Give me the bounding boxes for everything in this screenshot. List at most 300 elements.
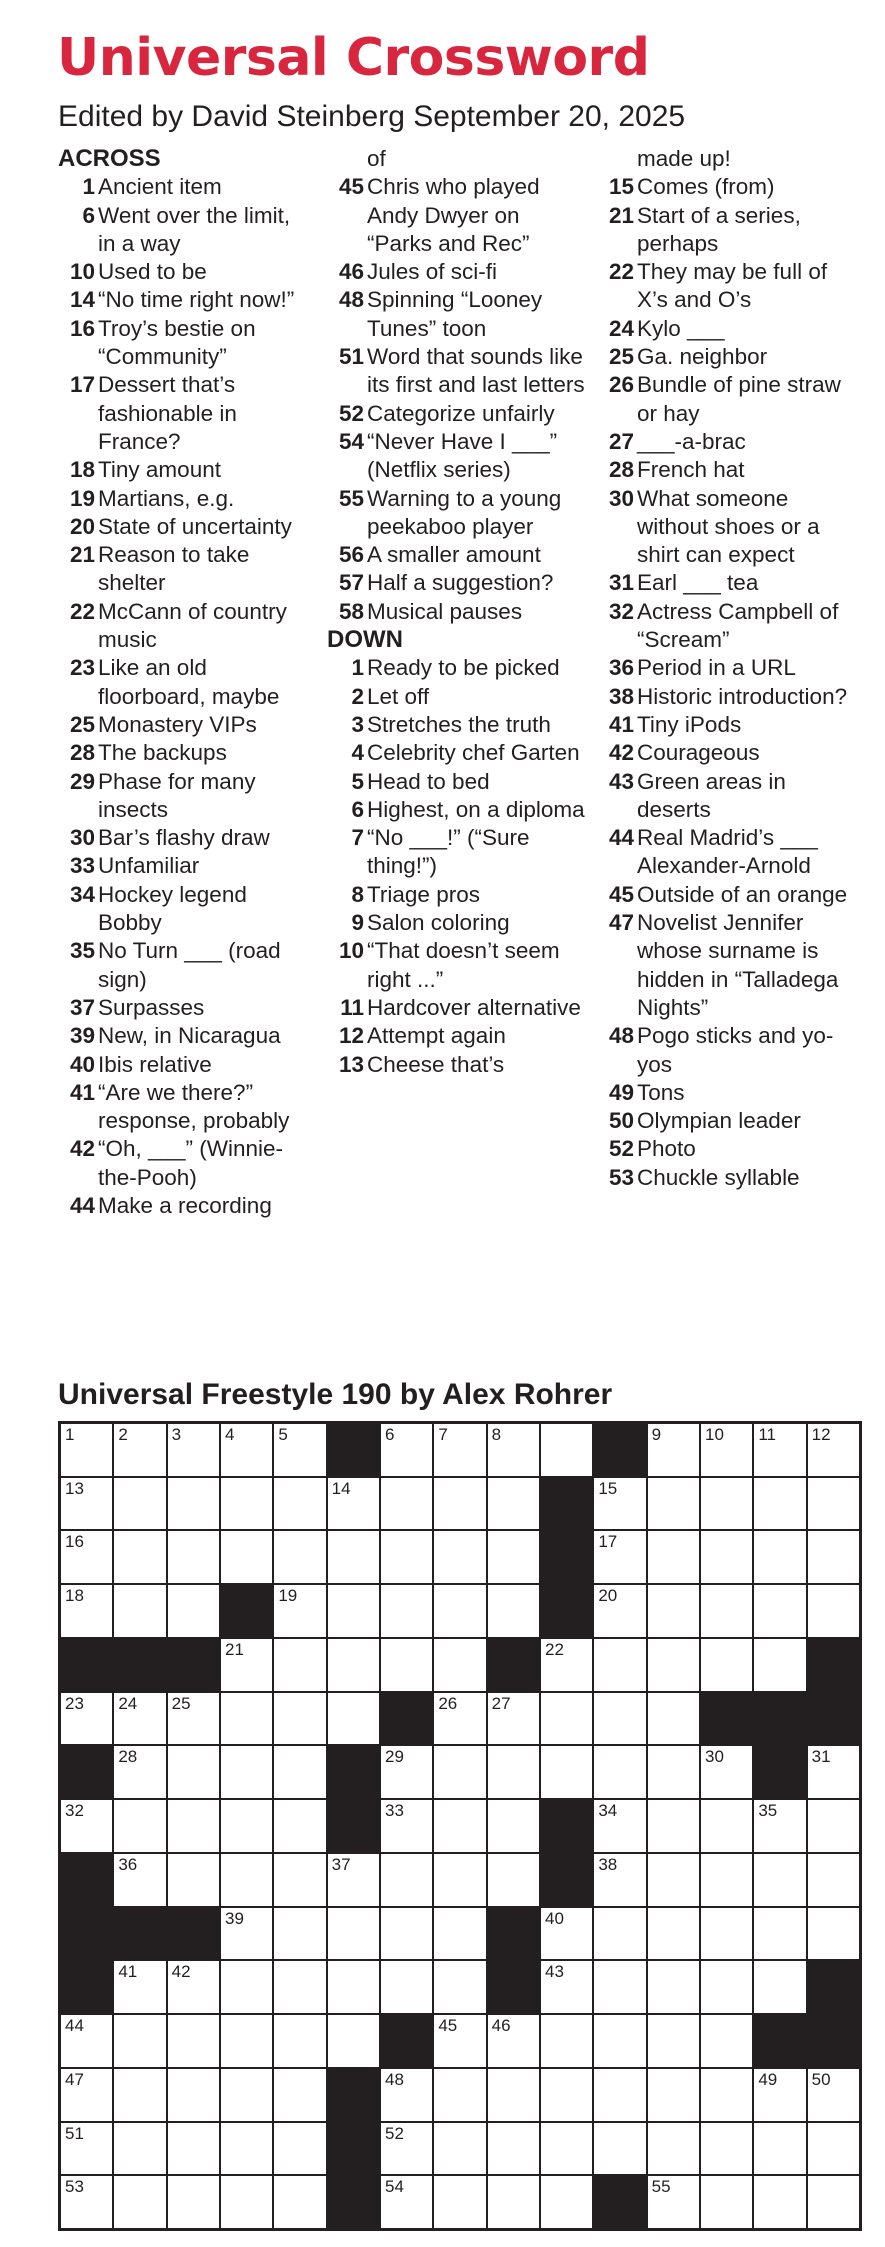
grid-cell[interactable] (701, 1854, 752, 1906)
clue-text: A smaller amount (367, 542, 541, 568)
grid-cell[interactable] (221, 1639, 272, 1691)
clue-number: 28 (69, 740, 95, 766)
clue-text: Tiny amount (98, 457, 221, 483)
grid-number: 21 (224, 1639, 244, 1659)
grid-block (328, 1746, 379, 1798)
grid-cell[interactable] (114, 2176, 165, 2228)
clue-item (597, 683, 859, 711)
grid-cell[interactable] (168, 1478, 219, 1530)
grid-cell[interactable] (328, 1693, 379, 1745)
grid-cell[interactable] (114, 1746, 165, 1798)
grid-cell[interactable] (434, 1961, 485, 2013)
grid-cell[interactable] (594, 2069, 645, 2121)
grid-cell[interactable] (808, 1585, 859, 1637)
clue-number: 10 (69, 259, 95, 285)
grid-cell[interactable] (541, 1908, 592, 1960)
grid-cell[interactable] (701, 1478, 752, 1530)
clue-item (597, 711, 859, 739)
grid-cell[interactable] (488, 1531, 539, 1583)
grid-cell[interactable] (808, 1908, 859, 1960)
grid-cell[interactable] (488, 2015, 539, 2067)
clue-text: ___-a-brac (637, 428, 746, 454)
grid-number: 19 (278, 1586, 298, 1606)
grid-cell[interactable] (594, 1854, 645, 1906)
grid-cell[interactable] (168, 2015, 219, 2067)
clue-text: Olympian leader (637, 1108, 801, 1134)
clue-text: Bar’s flashy draw (98, 825, 270, 851)
clue-item (58, 286, 313, 314)
grid-cell[interactable] (221, 1854, 272, 1906)
grid-cell[interactable] (648, 1800, 699, 1852)
grid-cell[interactable] (808, 2176, 859, 2228)
clue-number: 46 (338, 259, 364, 285)
clue-number: 40 (69, 1051, 95, 1077)
grid-cell[interactable] (701, 1908, 752, 1960)
clue-item (327, 683, 589, 711)
grid-cell[interactable] (541, 2015, 592, 2067)
grid-number: 17 (598, 1532, 618, 1552)
grid-cell[interactable] (701, 2015, 752, 2067)
clue-number: 42 (69, 1136, 95, 1162)
grid-cell[interactable] (114, 2123, 165, 2175)
clue-item (327, 937, 589, 994)
grid-cell[interactable] (221, 1424, 272, 1476)
grid-cell[interactable] (114, 1478, 165, 1530)
clue-text: Triage pros (367, 881, 480, 907)
grid-cell[interactable] (274, 2015, 325, 2067)
grid-cell[interactable] (648, 1585, 699, 1637)
grid-cell[interactable] (381, 1585, 432, 1637)
grid-cell[interactable] (488, 2069, 539, 2121)
grid-cell[interactable] (808, 2069, 859, 2121)
grid-cell[interactable] (701, 1639, 752, 1691)
clue-continuation: of (367, 146, 386, 171)
grid-cell[interactable] (541, 1693, 592, 1745)
grid-number: 40 (544, 1908, 564, 1928)
grid-cell[interactable] (808, 1800, 859, 1852)
clue-item (58, 852, 313, 880)
clue-column-2 (327, 145, 589, 1079)
clue-number: 54 (338, 428, 364, 454)
clue-text: Hardcover alternative (367, 994, 581, 1020)
grid-cell[interactable] (114, 1693, 165, 1745)
grid-cell[interactable] (381, 1961, 432, 2013)
grid-cell[interactable] (808, 1854, 859, 1906)
grid-cell[interactable] (808, 1746, 859, 1798)
grid-cell[interactable] (594, 1908, 645, 1960)
grid-cell[interactable] (221, 2015, 272, 2067)
clue-number: 7 (351, 825, 364, 851)
clue-item (327, 654, 589, 682)
grid-cell[interactable] (754, 1424, 805, 1476)
grid-cell[interactable] (754, 1478, 805, 1530)
clue-number: 22 (69, 598, 95, 624)
clue-item (58, 173, 313, 201)
grid-cell[interactable] (808, 2123, 859, 2175)
clue-text: McCann of country music (98, 598, 287, 653)
grid-cell[interactable] (701, 1531, 752, 1583)
clue-item (58, 1079, 313, 1136)
clue-text: Highest, on a diploma (367, 796, 585, 822)
grid-cell[interactable] (168, 1961, 219, 2013)
grid-block (541, 1531, 592, 1583)
grid-cell[interactable] (594, 2015, 645, 2067)
grid-cell[interactable] (541, 1639, 592, 1691)
grid-cell[interactable] (594, 1800, 645, 1852)
clue-item (327, 881, 589, 909)
grid-cell[interactable] (488, 1424, 539, 1476)
grid-cell[interactable] (754, 1585, 805, 1637)
grid-block (61, 1746, 112, 1798)
clue-number: 33 (69, 853, 95, 879)
grid-cell[interactable] (541, 1961, 592, 2013)
grid-cell[interactable] (381, 1800, 432, 1852)
clue-text: Period in a URL (637, 655, 796, 681)
clue-item (327, 1051, 589, 1079)
clue-text: Stretches the truth (367, 711, 551, 737)
clue-number: 56 (338, 542, 364, 568)
grid-cell[interactable] (328, 1639, 379, 1691)
grid-cell[interactable] (114, 1585, 165, 1637)
clue-number: 21 (69, 542, 95, 568)
grid-number: 35 (758, 1801, 778, 1821)
grid-cell[interactable] (594, 2123, 645, 2175)
clue-number: 22 (608, 259, 634, 285)
grid-cell[interactable] (754, 1800, 805, 1852)
grid-cell[interactable] (274, 1908, 325, 1960)
grid-cell[interactable] (754, 2176, 805, 2228)
grid-cell[interactable] (701, 2069, 752, 2121)
grid-cell[interactable] (648, 2176, 699, 2228)
clue-number: 10 (338, 938, 364, 964)
grid-cell[interactable] (648, 1961, 699, 2013)
grid-cell[interactable] (434, 1854, 485, 1906)
grid-cell[interactable] (168, 1585, 219, 1637)
clue-item (327, 768, 589, 796)
grid-number: 4 (224, 1425, 235, 1444)
grid-cell[interactable] (488, 1854, 539, 1906)
grid-cell[interactable] (434, 1800, 485, 1852)
grid-cell[interactable] (328, 1854, 379, 1906)
grid-cell[interactable] (274, 1478, 325, 1530)
grid-cell[interactable] (221, 1531, 272, 1583)
grid-cell[interactable] (114, 1800, 165, 1852)
clue-item (597, 485, 859, 570)
grid-cell[interactable] (434, 1531, 485, 1583)
grid-cell[interactable] (274, 1585, 325, 1637)
grid-cell[interactable] (221, 2069, 272, 2121)
grid-cell[interactable] (274, 2123, 325, 2175)
grid-cell[interactable] (168, 2123, 219, 2175)
clue-number: 49 (608, 1079, 634, 1105)
grid-cell[interactable] (168, 2069, 219, 2121)
grid-cell[interactable] (328, 2015, 379, 2067)
grid-cell[interactable] (61, 1478, 112, 1530)
grid-cell[interactable] (488, 2176, 539, 2228)
grid-cell[interactable] (754, 1854, 805, 1906)
down-heading: DOWN (327, 626, 403, 654)
grid-cell[interactable] (648, 2015, 699, 2067)
grid-cell[interactable] (114, 1961, 165, 2013)
grid-cell[interactable] (754, 2123, 805, 2175)
grid-cell[interactable] (274, 1531, 325, 1583)
grid-cell[interactable] (594, 1585, 645, 1637)
clue-item (327, 173, 589, 258)
grid-cell[interactable] (434, 1639, 485, 1691)
clue-text: Musical pauses (367, 598, 523, 624)
clue-item (597, 1135, 859, 1163)
grid-number: 27 (491, 1693, 511, 1713)
clue-number: 32 (608, 598, 634, 624)
grid-cell[interactable] (594, 1746, 645, 1798)
grid-cell[interactable] (381, 1746, 432, 1798)
grid-cell[interactable] (61, 2123, 112, 2175)
grid-cell[interactable] (808, 1531, 859, 1583)
grid-block (754, 2015, 805, 2067)
grid-cell[interactable] (541, 1746, 592, 1798)
grid-number: 15 (598, 1478, 618, 1498)
grid-cell[interactable] (328, 1478, 379, 1530)
grid-cell[interactable] (168, 1424, 219, 1476)
clue-item (58, 456, 313, 484)
grid-number: 43 (544, 1962, 564, 1982)
grid-cell[interactable] (114, 1531, 165, 1583)
grid-cell[interactable] (701, 1800, 752, 1852)
grid-cell[interactable] (488, 1478, 539, 1530)
clue-item (58, 1192, 313, 1220)
clue-item (597, 371, 859, 428)
grid-block (808, 1693, 859, 1745)
grid-cell[interactable] (648, 1693, 699, 1745)
grid-cell[interactable] (221, 2176, 272, 2228)
grid-number: 24 (118, 1693, 138, 1713)
clue-item (597, 258, 859, 315)
grid-block (541, 1800, 592, 1852)
grid-number: 51 (65, 2123, 84, 2143)
grid-cell[interactable] (274, 1800, 325, 1852)
clue-number: 26 (608, 372, 634, 398)
grid-cell[interactable] (274, 1639, 325, 1691)
clue-number: 34 (69, 881, 95, 907)
grid-number: 44 (65, 2016, 84, 2036)
grid-cell[interactable] (114, 1854, 165, 1906)
grid-cell[interactable] (754, 2069, 805, 2121)
grid-cell[interactable] (541, 2123, 592, 2175)
grid-cell[interactable] (434, 1478, 485, 1530)
grid-cell[interactable] (701, 2123, 752, 2175)
grid-cell[interactable] (381, 1854, 432, 1906)
crossword-grid (58, 1421, 862, 2231)
grid-cell[interactable] (168, 2176, 219, 2228)
clue-item (597, 315, 859, 343)
clue-number: 6 (351, 796, 364, 822)
grid-cell[interactable] (594, 1531, 645, 1583)
clue-item (58, 513, 313, 541)
grid-cell[interactable] (274, 1693, 325, 1745)
grid-cell[interactable] (701, 2176, 752, 2228)
clue-item (58, 1135, 313, 1192)
grid-cell[interactable] (541, 2176, 592, 2228)
grid-cell[interactable] (381, 1639, 432, 1691)
grid-number: 7 (438, 1425, 448, 1444)
grid-cell[interactable] (381, 1908, 432, 1960)
grid-cell[interactable] (541, 1424, 592, 1476)
clue-item (327, 1022, 589, 1050)
grid-number: 9 (651, 1425, 662, 1444)
grid-cell[interactable] (434, 2123, 485, 2175)
grid-cell[interactable] (61, 1424, 112, 1476)
grid-number: 26 (438, 1693, 458, 1713)
grid-cell[interactable] (61, 2176, 112, 2228)
grid-cell[interactable] (61, 2015, 112, 2067)
grid-cell[interactable] (274, 1961, 325, 2013)
grid-cell[interactable] (168, 1746, 219, 1798)
clue-item (327, 739, 589, 767)
grid-cell[interactable] (594, 1639, 645, 1691)
grid-number: 54 (384, 2177, 404, 2197)
grid-cell[interactable] (221, 2123, 272, 2175)
grid-block (541, 1585, 592, 1637)
grid-cell[interactable] (61, 1585, 112, 1637)
grid-cell[interactable] (754, 1639, 805, 1691)
clue-item (327, 569, 589, 597)
clue-number: 24 (608, 315, 634, 341)
grid-cell[interactable] (648, 1639, 699, 1691)
grid-cell[interactable] (648, 1854, 699, 1906)
clue-number: 50 (608, 1108, 634, 1134)
grid-block (61, 1908, 112, 1960)
grid-number: 50 (811, 2069, 831, 2089)
grid-cell[interactable] (274, 1854, 325, 1906)
grid-cell[interactable] (701, 1424, 752, 1476)
grid-number: 12 (811, 1425, 831, 1444)
grid-cell[interactable] (648, 1746, 699, 1798)
clue-number: 30 (69, 825, 95, 851)
grid-cell[interactable] (701, 1746, 752, 1798)
grid-cell[interactable] (701, 1585, 752, 1637)
clue-number: 55 (338, 485, 364, 511)
clue-item (58, 824, 313, 852)
grid-cell[interactable] (328, 1585, 379, 1637)
clue-number: 29 (69, 768, 95, 794)
clue-text: Let off (367, 683, 430, 709)
grid-cell[interactable] (594, 1478, 645, 1530)
clue-number: 39 (69, 1023, 95, 1049)
grid-cell[interactable] (648, 1908, 699, 1960)
grid-cell[interactable] (328, 1908, 379, 1960)
grid-cell[interactable] (488, 1746, 539, 1798)
grid-cell[interactable] (381, 2123, 432, 2175)
grid-cell[interactable] (221, 1908, 272, 1960)
grid-cell[interactable] (648, 1478, 699, 1530)
grid-cell[interactable] (168, 1800, 219, 1852)
grid-cell[interactable] (114, 1424, 165, 1476)
clue-number: 44 (608, 825, 634, 851)
grid-cell[interactable] (434, 1746, 485, 1798)
grid-cell[interactable] (648, 2123, 699, 2175)
grid-cell[interactable] (754, 1908, 805, 1960)
grid-number: 8 (491, 1425, 502, 1444)
grid-cell[interactable] (221, 1693, 272, 1745)
grid-cell[interactable] (754, 1531, 805, 1583)
grid-block (328, 2123, 379, 2175)
grid-cell[interactable] (701, 1961, 752, 2013)
grid-cell[interactable] (434, 1424, 485, 1476)
grid-cell[interactable] (648, 1531, 699, 1583)
clue-number: 16 (69, 315, 95, 341)
grid-number: 53 (65, 2177, 84, 2197)
grid-cell[interactable] (61, 1531, 112, 1583)
grid-cell[interactable] (221, 1800, 272, 1852)
grid-cell[interactable] (381, 1424, 432, 1476)
grid-cell[interactable] (434, 1693, 485, 1745)
grid-cell[interactable] (221, 1478, 272, 1530)
grid-cell[interactable] (594, 1961, 645, 2013)
clue-number: 14 (69, 287, 95, 313)
grid-cell[interactable] (488, 1693, 539, 1745)
clue-text: Make a recording (98, 1192, 272, 1218)
grid-cell[interactable] (114, 2015, 165, 2067)
grid-cell[interactable] (594, 1693, 645, 1745)
grid-cell[interactable] (221, 1746, 272, 1798)
clue-item (58, 711, 313, 739)
grid-cell[interactable] (381, 2069, 432, 2121)
grid-cell[interactable] (168, 1693, 219, 1745)
grid-cell[interactable] (648, 1424, 699, 1476)
grid-cell[interactable] (381, 2176, 432, 2228)
grid-block (594, 2176, 645, 2228)
grid-cell[interactable] (434, 2176, 485, 2228)
grid-cell[interactable] (434, 2069, 485, 2121)
grid-cell[interactable] (274, 1424, 325, 1476)
grid-cell[interactable] (648, 2069, 699, 2121)
grid-cell[interactable] (488, 2123, 539, 2175)
clue-text: Phase for many insects (98, 768, 256, 822)
grid-cell[interactable] (381, 1478, 432, 1530)
grid-block (541, 1478, 592, 1530)
grid-cell[interactable] (434, 1585, 485, 1637)
grid-cell[interactable] (808, 1424, 859, 1476)
grid-cell[interactable] (221, 1961, 272, 2013)
grid-cell[interactable] (168, 1531, 219, 1583)
clue-text: Used to be (98, 259, 207, 285)
grid-cell[interactable] (274, 2176, 325, 2228)
grid-cell[interactable] (168, 1854, 219, 1906)
grid-cell[interactable] (328, 1531, 379, 1583)
grid-cell[interactable] (61, 2069, 112, 2121)
grid-cell[interactable] (488, 1800, 539, 1852)
grid-cell[interactable] (808, 1478, 859, 1530)
grid-cell[interactable] (328, 1961, 379, 2013)
clue-text: Like an old floorboard, maybe (98, 655, 280, 709)
grid-cell[interactable] (434, 1908, 485, 1960)
grid-cell[interactable] (488, 1585, 539, 1637)
clue-text: Spinning “Looney Tunes” toon (367, 287, 543, 341)
clue-number: 25 (608, 344, 634, 370)
grid-cell[interactable] (61, 1800, 112, 1852)
grid-cell[interactable] (274, 2069, 325, 2121)
grid-cell[interactable] (381, 1531, 432, 1583)
grid-number: 30 (704, 1747, 724, 1767)
grid-cell[interactable] (114, 2069, 165, 2121)
grid-cell[interactable] (541, 2069, 592, 2121)
grid-cell[interactable] (434, 2015, 485, 2067)
grid-cell[interactable] (754, 1961, 805, 2013)
clue-number: 42 (608, 740, 634, 766)
grid-cell[interactable] (274, 1746, 325, 1798)
grid-number: 42 (171, 1962, 191, 1982)
grid-cell[interactable] (61, 1693, 112, 1745)
